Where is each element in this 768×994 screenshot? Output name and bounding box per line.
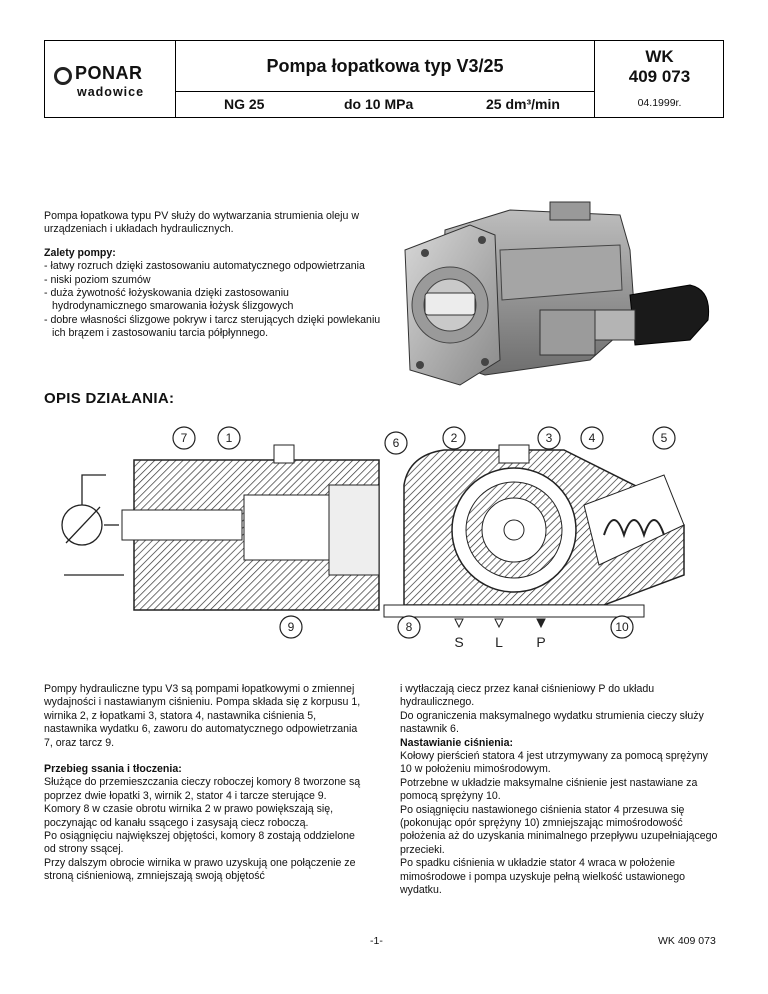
pump-sectional-drawing bbox=[44, 415, 724, 665]
advantage-item: - niski poziom szumów bbox=[44, 273, 151, 286]
spec-pressure: do 10 MPa bbox=[344, 96, 414, 112]
label-4: 4 bbox=[588, 431, 596, 445]
right-p3: Kołowy pierścień statora 4 jest utrzymywany za pomocą sprężyny 10 w położeniu mimośrodowym. bbox=[400, 750, 708, 776]
port-s: S bbox=[454, 634, 464, 650]
right-p2: Do ograniczenia maksymalnego wydatku strumienia cieczy służy nastawnik 6. bbox=[400, 709, 704, 736]
label-9: 9 bbox=[287, 620, 295, 634]
left-p3: Po osiągnięciu największej objętości, komory 8 zostają oddzielone od strony ssącej. bbox=[44, 830, 355, 856]
doc-code-box bbox=[594, 41, 724, 117]
document-title: Pompa łopatkowa typ V3/25 bbox=[176, 41, 594, 92]
logo-brand: PONAR bbox=[75, 63, 143, 83]
right-column bbox=[400, 683, 720, 898]
right-p6: Po spadku ciśnienia w układzie stator 4 wraca w położenie mimośrodowe i pompa uzyskuje pełną wielkość ustawionego wydatku. bbox=[400, 857, 685, 897]
footer-code: WK 409 073 bbox=[658, 935, 716, 947]
port-l: L bbox=[495, 634, 503, 650]
right-p4: Potrzebne w układzie maksymalne ciśnienie jest nastawiane za pomocą sprężyny 10. bbox=[400, 776, 698, 803]
page-number: -1- bbox=[370, 935, 383, 947]
left-heading: Przebieg ssania i tłoczenia: bbox=[44, 763, 182, 776]
spec-flow: 25 dm³/min bbox=[486, 96, 560, 112]
left-p2: Komory 8 w czasie obrotu wirnika 2 w prawo powiększają się, poczynając od kanału ssącego i zasysają ciecz roboczą. bbox=[44, 803, 334, 829]
advantages-title: Zalety pompy: bbox=[44, 246, 116, 259]
doc-code-line1: WK bbox=[645, 47, 674, 66]
label-1: 1 bbox=[225, 431, 233, 445]
right-p1: i wytłaczają ciecz przez kanał ciśnieniowy P do układu hydraulicznego. bbox=[400, 683, 655, 709]
left-p4: Przy dalszym obrocie wirnika w prawo uzyskują one połączenie ze stroną ciśnieniową, zmniejszają swoją objętość bbox=[44, 856, 356, 883]
right-heading: Nastawianie ciśnienia: bbox=[400, 736, 514, 749]
doc-code-line2: 409 073 bbox=[628, 67, 691, 86]
hydraulic-symbol bbox=[62, 475, 124, 575]
spec-ng: NG 25 bbox=[224, 96, 265, 112]
label-8: 8 bbox=[405, 620, 413, 634]
label-7: 7 bbox=[180, 431, 188, 445]
company-logo bbox=[45, 41, 176, 117]
right-p5: Po osiągnięciu nastawionego ciśnienia stator 4 przesuwa się (pokonując opór sprężyny 10) zmniejszając mimośrodowość położenia aż do uzyskania minimalnego przepływu uzupełniającego przecieki. bbox=[400, 803, 718, 856]
advantage-item: - dobre własności ślizgowe pokryw i tarcz sterujących dzięki powlekaniu ich brązem i zastosowaniu tarcia półpłynnego. bbox=[44, 313, 381, 340]
label-5: 5 bbox=[660, 431, 668, 445]
section-title: OPIS DZIAŁANIA: bbox=[44, 390, 175, 407]
header-box bbox=[44, 40, 724, 118]
pump-photo bbox=[390, 190, 720, 390]
intro-block bbox=[44, 210, 384, 341]
ponar-logo-icon bbox=[54, 67, 72, 85]
spec-row bbox=[176, 92, 594, 117]
intro-text: Pompa łopatkowa typu PV służy do wytwarzania strumienia oleju w urządzeniach i układach hydraulicznych. bbox=[44, 210, 360, 236]
label-3: 3 bbox=[545, 431, 553, 445]
label-10: 10 bbox=[615, 620, 629, 634]
label-2: 2 bbox=[450, 431, 458, 445]
port-p: P bbox=[536, 634, 546, 650]
left-intro: Pompy hydrauliczne typu V3 są pompami łopatkowymi o zmiennej wydajności i nastawianym ciśnieniu. Pompa składa się z korpusu 1, wirnika 2, z łopatkami 3, statora 4, nastawnika ciśnienia 5, nastawnika wydatku 6, zaworu do automatycznego odpowietrzania 7, oraz tarcz 9. bbox=[44, 683, 361, 749]
label-6: 6 bbox=[392, 436, 400, 450]
pump-shaft bbox=[122, 510, 242, 540]
advantage-item: - łatwy rozruch dzięki zastosowaniu automatycznego odpowietrzania bbox=[44, 260, 365, 273]
logo-city: wadowice bbox=[77, 85, 145, 99]
advantage-item: - duża żywotność łożyskowania dzięki zastosowaniu hydrodynamicznego smarowania łożysk ślizgowych bbox=[44, 287, 294, 313]
left-column bbox=[44, 683, 364, 884]
doc-date: 04.1999r. bbox=[637, 97, 682, 109]
left-p1: Służące do przemieszczania cieczy roboczej komory 8 tworzone są poprzez dwie łopatki 3, wirnik 2, stator 4 i tarcze sterujące 9. bbox=[44, 776, 361, 802]
